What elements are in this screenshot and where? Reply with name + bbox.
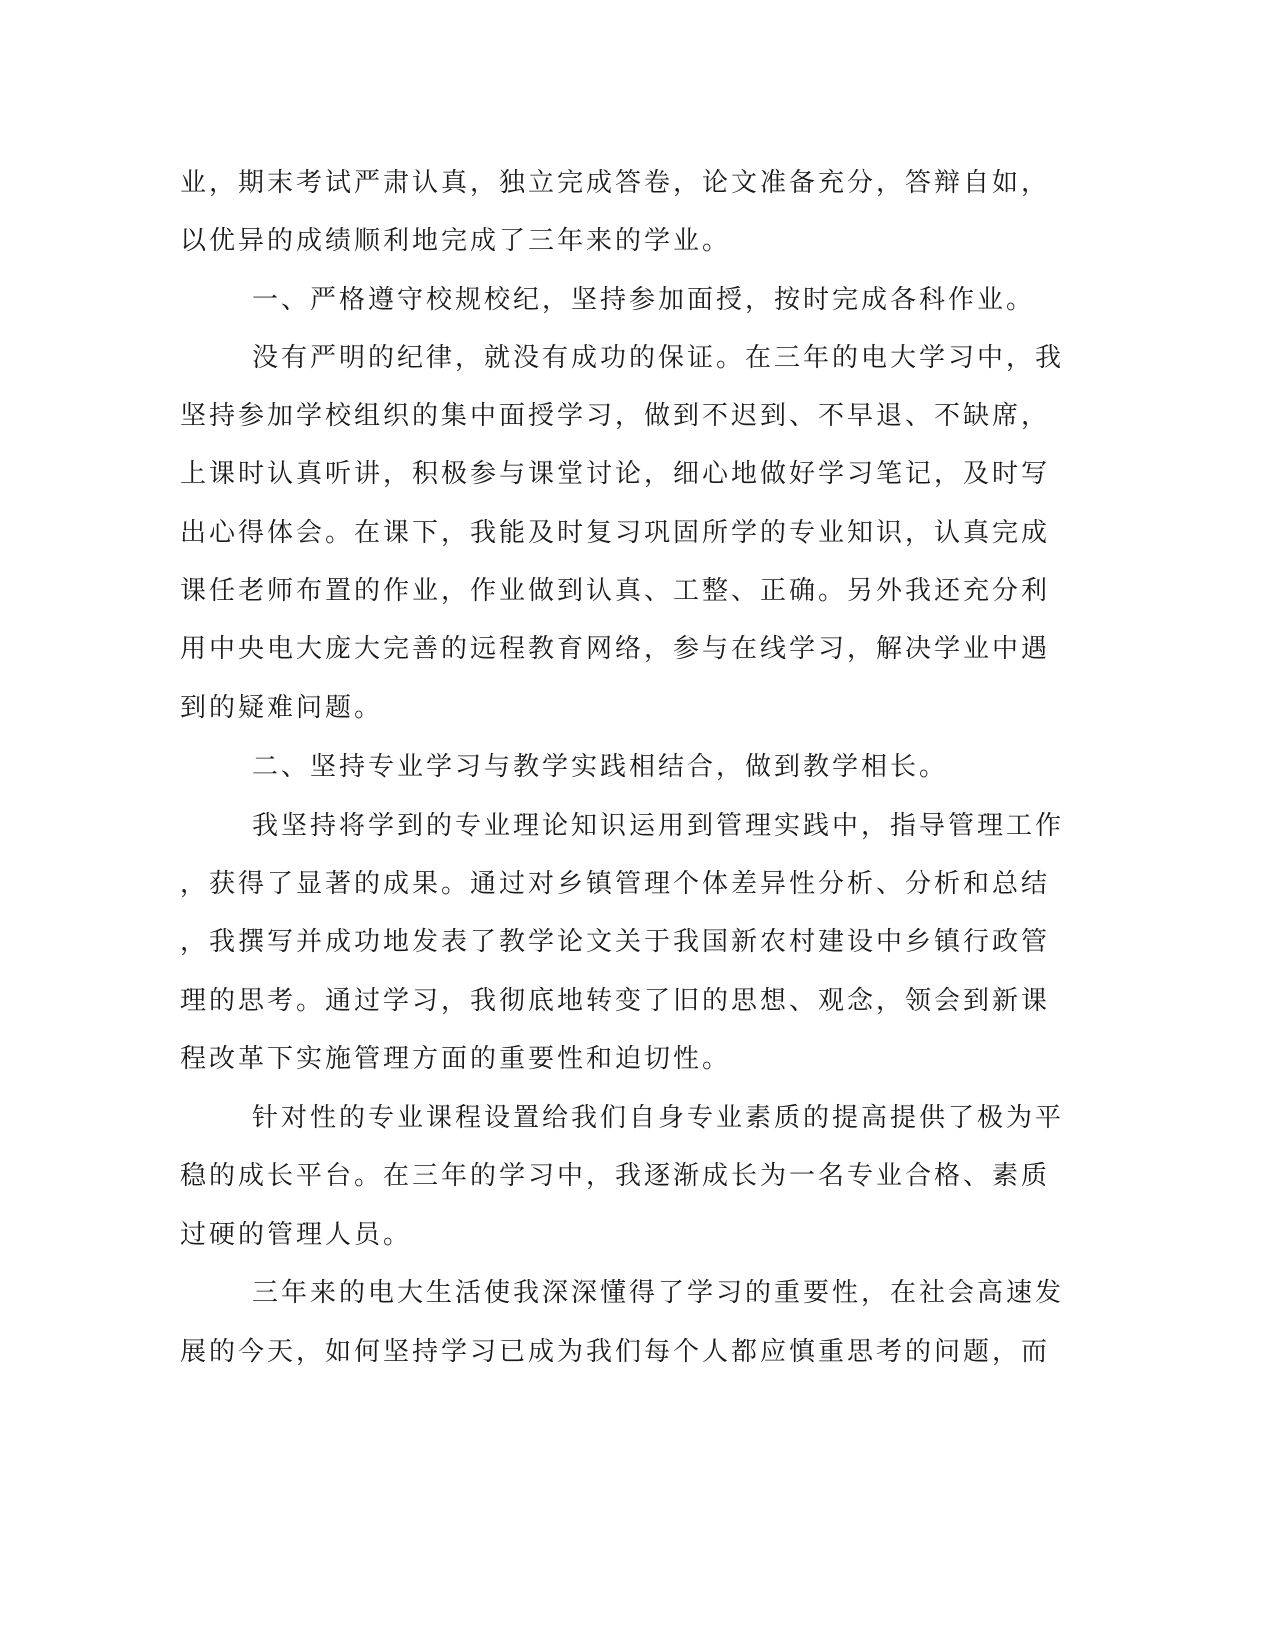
text-line: 业，期末考试严肃认真，独立完成答卷，论文准备充分，答辩自如， xyxy=(180,168,1051,198)
text-line: 以优异的成绩顺利地完成了三年来的学业。 xyxy=(180,226,732,256)
section-heading-2: 二、坚持专业学习与教学实践相结合，做到教学相长。 xyxy=(252,752,949,782)
text-line: 用中央电大庞大完善的远程教育网络，参与在线学习，解决学业中遇 xyxy=(180,634,1051,664)
text-line: 展的今天，如何坚持学习已成为我们每个人都应慎重思考的问题，而 xyxy=(180,1337,1051,1367)
text-line: ，我撰写并成功地发表了教学论文关于我国新农村建设中乡镇行政管 xyxy=(180,927,1051,957)
text-line: 我坚持将学到的专业理论知识运用到管理实践中，指导管理工作 xyxy=(252,811,1065,841)
text-line: 过硬的管理人员。 xyxy=(180,1220,413,1250)
text-line: 三年来的电大生活使我深深懂得了学习的重要性，在社会高速发 xyxy=(252,1278,1065,1308)
text-line: ，获得了显著的成果。通过对乡镇管理个体差异性分析、分析和总结 xyxy=(180,869,1051,899)
text-line: 到的疑难问题。 xyxy=(180,693,384,723)
text-line: 稳的成长平台。在三年的学习中，我逐渐成长为一名专业合格、素质 xyxy=(180,1161,1051,1191)
text-line: 针对性的专业课程设置给我们自身专业素质的提高提供了极为平 xyxy=(252,1103,1065,1133)
text-line: 出心得体会。在课下，我能及时复习巩固所学的专业知识，认真完成 xyxy=(180,518,1051,548)
text-line: 理的思考。通过学习，我彻底地转变了旧的思想、观念，领会到新课 xyxy=(180,986,1051,1016)
text-line: 上课时认真听讲，积极参与课堂讨论，细心地做好学习笔记，及时写 xyxy=(180,459,1051,489)
text-line: 课任老师布置的作业，作业做到认真、工整、正确。另外我还充分利 xyxy=(180,576,1051,606)
section-heading-1: 一、严格遵守校规校纪，坚持参加面授，按时完成各科作业。 xyxy=(252,285,1036,315)
text-line: 坚持参加学校组织的集中面授学习，做到不迟到、不早退、不缺席， xyxy=(180,401,1051,431)
text-line: 程改革下实施管理方面的重要性和迫切性。 xyxy=(180,1044,732,1074)
text-line: 没有严明的纪律，就没有成功的保证。在三年的电大学习中，我 xyxy=(252,343,1065,373)
